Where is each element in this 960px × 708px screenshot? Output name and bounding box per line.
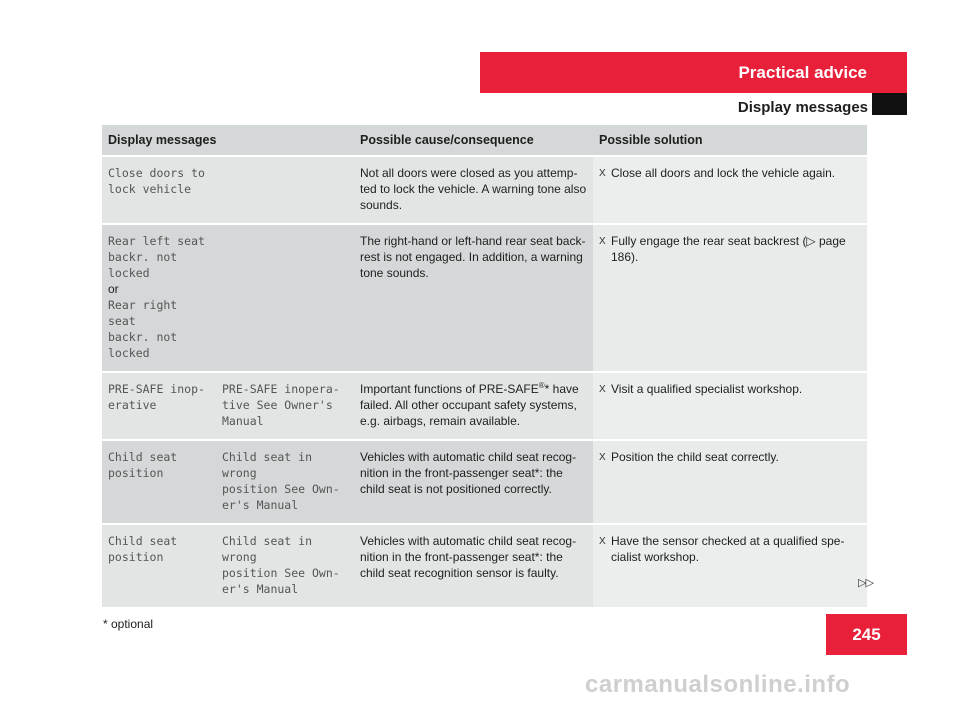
display-message: Rear right seat backr. not locked xyxy=(108,298,178,360)
header-possible-solution: Possible solution xyxy=(593,125,867,155)
subsection-title: Display messages xyxy=(737,99,868,116)
table-row xyxy=(102,371,867,439)
cause-cell: Vehicles with automatic child seat recog-nition in the front-passenger seat*: the child seat recognition sensor is faulty. xyxy=(354,523,593,607)
header-display-messages: Display messages xyxy=(102,125,354,155)
section-title: Practical advice xyxy=(738,62,867,82)
bullet-arrow-icon: X xyxy=(599,384,606,395)
footnote: * optional xyxy=(103,617,154,631)
display-message: PRE-SAFE inop- erative xyxy=(108,382,205,412)
display-message: Rear left seat backr. not locked xyxy=(108,234,205,280)
section-tab xyxy=(480,52,907,93)
display-message: Child seat position xyxy=(108,534,178,564)
watermark: carmanualsonline.info xyxy=(585,671,851,698)
cause-cell: Not all doors were closed as you attemp-ted to lock the vehicle. A warning tone also sounds. xyxy=(354,155,593,223)
or-label: or xyxy=(108,282,119,296)
continue-arrows-icon: ▷▷ xyxy=(858,577,873,589)
solution-text: Visit a qualified specialist workshop. xyxy=(611,382,803,396)
table-row xyxy=(102,523,867,607)
display-message-alt: Child seat in wrong position See Own- er's Manual xyxy=(222,534,340,596)
solution-text: Position the child seat correctly. xyxy=(611,450,779,464)
cause-cell: Vehicles with automatic child seat recog-nition in the front-passenger seat*: the child seat is not positioned correctly. xyxy=(354,439,593,523)
table-row xyxy=(102,223,867,371)
header-marker xyxy=(872,93,907,115)
display-message-alt: Child seat in wrong position See Own- er's Manual xyxy=(222,450,340,512)
display-message-alt: PRE-SAFE inopera- tive See Owner's Manual xyxy=(222,382,340,428)
solution-text: Fully engage the rear seat backrest (▷ page 186). xyxy=(611,234,846,264)
bullet-arrow-icon: X xyxy=(599,536,606,547)
table-row xyxy=(102,155,867,223)
display-message: Child seat position xyxy=(108,450,178,480)
display-message: Close doors to lock vehicle xyxy=(108,166,205,196)
bullet-arrow-icon: X xyxy=(599,168,606,179)
solution-text: Close all doors and lock the vehicle again. xyxy=(611,166,836,180)
solution-text: Have the sensor checked at a qualified spe-cialist workshop. xyxy=(611,534,845,564)
page-number: 245 xyxy=(852,624,881,644)
cause-cell: Important functions of PRE-SAFE®* have failed. All other occupant safety systems, e.g. airbags, remain available. xyxy=(354,371,593,439)
table-row xyxy=(102,439,867,523)
registered-mark: ® xyxy=(538,381,545,390)
page-number-badge xyxy=(826,614,907,655)
table-header-row xyxy=(102,125,867,155)
header-possible-cause: Possible cause/consequence xyxy=(354,125,593,155)
display-messages-table xyxy=(102,125,867,607)
bullet-arrow-icon: X xyxy=(599,236,606,247)
bullet-arrow-icon: X xyxy=(599,452,606,463)
cause-cell: The right-hand or left-hand rear seat back-rest is not engaged. In addition, a warning tone sounds. xyxy=(354,223,593,371)
